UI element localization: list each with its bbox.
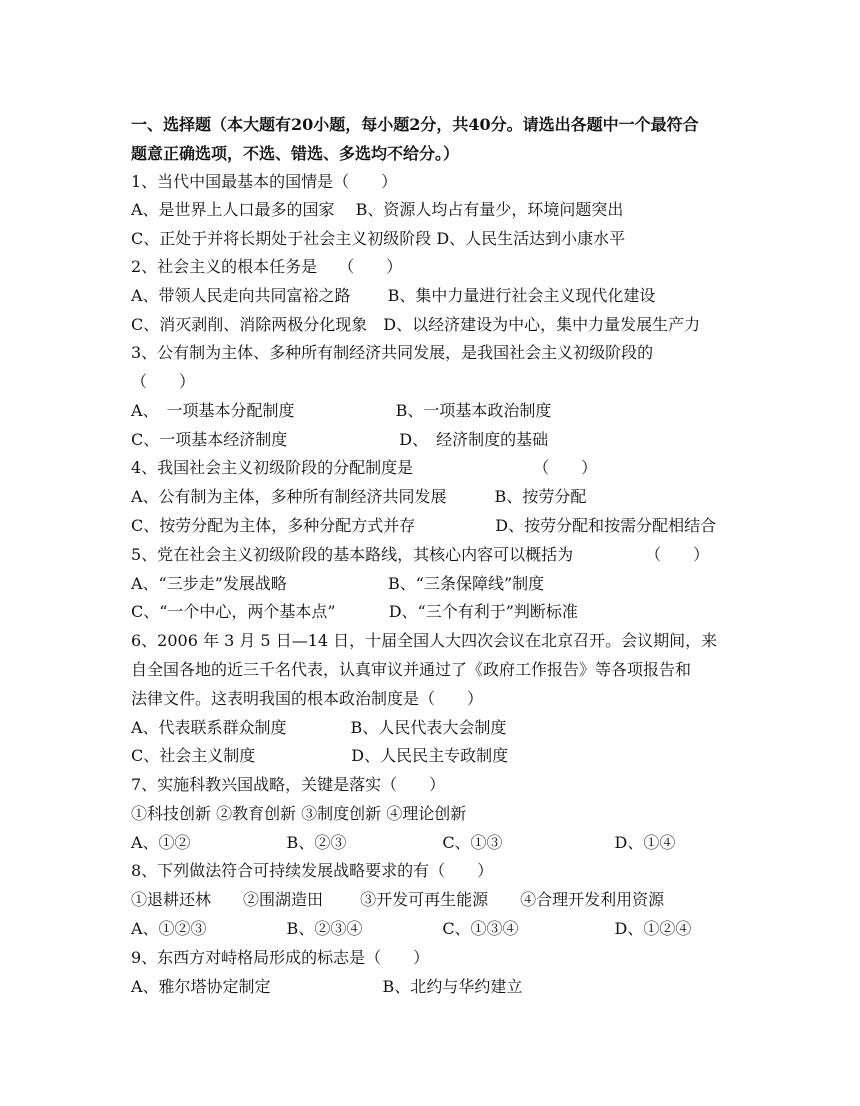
question-2-options-ab: A、带领人民走向共同富裕之路 B、集中力量进行社会主义现代化建设 [131,286,656,305]
question-1-options-ab: A、是世界上人口最多的国家 B、资源人均占有量少，环境问题突出 [131,200,624,219]
question-3-options-cd: C、一项基本经济制度 D、 经济制度的基础 [131,430,549,449]
section-title-line-1: 一、选择题（本大题有20小题，每小题2分，共40分。请选出各题中一个最符合 [131,115,699,134]
question-6-options-ab: A、代表联系群众制度 B、人民代表大会制度 [131,718,507,737]
question-8-options: A、①②③ B、②③④ C、①③④ D、①②④ [131,919,692,938]
section-title-line-2: 题意正确选项，不选、错选、多选均不给分。） [131,144,460,163]
question-7-options: A、①② B、②③ C、①③ D、①④ [131,833,676,852]
question-3-stem-blank: （ ） [131,372,196,391]
question-6-stem-line-2: 自全国各地的近三千名代表，认真审议并通过了《政府工作报告》等各项报告和 [131,660,692,679]
question-2-stem: 2、社会主义的根本任务是 （ ） [131,257,403,276]
question-9-stem: 9、东西方对峙格局形成的标志是（ ） [131,948,430,967]
question-3-options-ab: A、 一项基本分配制度 B、一项基本政治制度 [131,401,552,420]
question-5-stem: 5、党在社会主义初级阶段的基本路线，其核心内容可以概括为 （ ） [131,545,710,564]
question-4-options-cd: C、按劳分配为主体，多种分配方式并存 D、按劳分配和按需分配相结合 [131,516,717,535]
question-2-options-cd: C、消灭剥削、消除两极分化现象 D、以经济建设为中心，集中力量发展生产力 [131,315,701,334]
question-1-options-cd: C、正处于并将长期处于社会主义初级阶段 D、人民生活达到小康水平 [131,229,626,248]
question-3-stem: 3、公有制为主体、多种所有制经济共同发展，是我国社会主义初级阶段的 [131,343,654,362]
question-6-stem-line-3: 法律文件。这表明我国的根本政治制度是（ ） [131,689,484,708]
question-5-options-cd: C、“一个中心，两个基本点” D、“三个有利于”判断标准 [131,602,578,621]
question-8-items: ①退耕还林 ②围湖造田 ③开发可再生能源 ④合理开发利用资源 [131,890,665,909]
question-5-options-ab: A、“三步走”发展战略 B、“三条保障线”制度 [131,574,545,593]
question-4-options-ab: A、公有制为主体，多种所有制经济共同发展 B、按劳分配 [131,487,587,506]
question-6-options-cd: C、社会主义制度 D、人民民主专政制度 [131,746,509,765]
question-8-stem: 8、下列做法符合可持续发展战略要求的有（ ） [131,861,494,880]
question-7-items: ①科技创新 ②教育创新 ③制度创新 ④理论创新 [131,804,467,823]
question-4-stem: 4、我国社会主义初级阶段的分配制度是 （ ） [131,458,598,477]
question-6-stem-line-1: 6、2006 年 3 月 5 日—14 日，十届全国人大四次会议在北京召开。会议期间，来 [131,631,718,650]
question-7-stem: 7、实施科教兴国战略，关键是落实（ ） [131,775,446,794]
question-1-stem: 1、当代中国最基本的国情是（ ） [131,172,398,191]
question-9-options-ab: A、雅尔塔协定制定 B、北约与华约建立 [131,977,523,996]
